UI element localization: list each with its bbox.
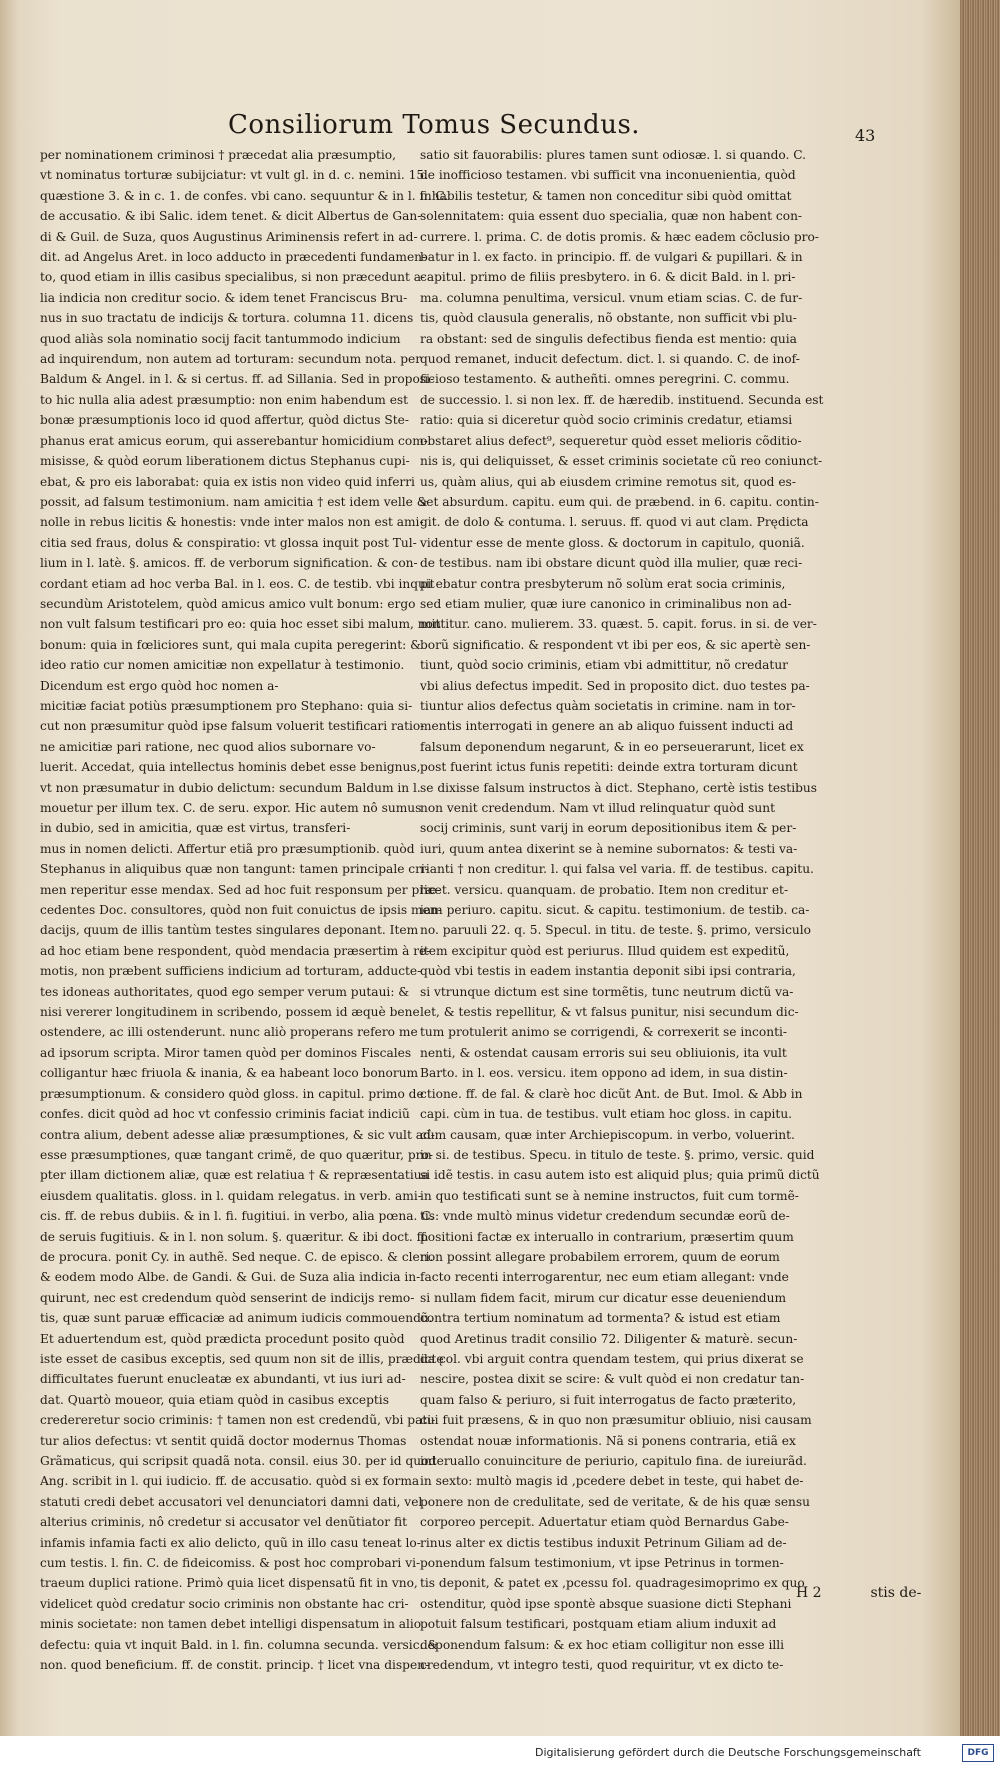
signature-line: [796, 1585, 921, 1601]
text-line: tis, quæ sunt paruæ efficaciæ ad animum iudicis commouendũ.: [40, 1311, 433, 1326]
text-column-right: [420, 145, 845, 1705]
text-line: ne amicitiæ pari ratione, nec quod alios subornare vo-: [40, 739, 376, 754]
text-line: tis: vnde multò minus videtur credendum secundæ eorũ de-: [420, 1209, 790, 1224]
text-line: phanus erat amicus eorum, qui asserebantur homicidium com-: [40, 433, 428, 448]
text-line: non. quod beneficium. ff. de constit. princip. † licet vna dispen-: [40, 1658, 430, 1673]
text-line: non vult falsum testificari pro eo: quia hoc esset sibi malum, non: [40, 617, 441, 632]
text-line: da col. vbi arguit contra quendam testem, qui prius dixerat se: [420, 1351, 804, 1366]
text-line: cedentes Doc. consultores, quòd non fuit conuictus de ipsis men-: [40, 903, 442, 918]
text-line: iam periuro. capitu. sicut. & capitu. testimonium. de testib. ca-: [420, 903, 810, 918]
text-line: ostenditur, quòd ipse spontè absque suasione dicti Stephani: [420, 1596, 792, 1611]
catchword: stis de-: [870, 1585, 922, 1601]
text-line: alterius criminis, nô credetur si accusator vel denũtiator fit: [40, 1515, 407, 1530]
text-line: possit, ad falsum testimonium. nam amicitia † est idem velle &: [40, 494, 428, 509]
text-line: ad inquirendum, non autem ad torturam: secundum nota. per: [40, 352, 422, 367]
text-line: item excipitur quòd est periurus. Illud quidem est expeditũ,: [420, 943, 790, 958]
text-line: quod aliàs sola nominatio socij facit tantummodo indicium: [40, 331, 401, 346]
text-line: cut non præsumitur quòd ipse falsum voluerit testificari ratio-: [40, 719, 425, 734]
text-line: ponendum falsum testimonium, vt ipse Petrinus in tormen-: [420, 1556, 784, 1571]
text-line: secundùm Aristotelem, quòd amicus amico vult bonum: ergo: [40, 596, 416, 611]
running-title: Consiliorum Tomus Secundus.: [228, 110, 641, 140]
text-line: nisi vererer longitudinem in scribendo, possem id æquè bene: [40, 1005, 420, 1020]
text-line: non possint allegare probabilem errorem, quum de eorum: [420, 1249, 780, 1264]
text-line: esse præsumptiones, quæ tangant crimẽ, de quo quæritur, pro-: [40, 1147, 433, 1162]
text-line: traeum duplici ratione. Primò quia licet dispensatũ fit in vno,: [40, 1576, 418, 1591]
text-line: nenti, & ostendat causam erroris sui seu obliuionis, ita vult: [420, 1045, 787, 1060]
text-line: si nullam fidem facit, mirum cur dicatur esse deueniendum: [420, 1290, 787, 1305]
text-line: se dixisse falsum instructos à dict. Stephano, certè istis testibus: [420, 780, 817, 795]
text-line: præsumptionum. & considero quòd gloss. in capitul. primo de: [40, 1086, 424, 1101]
text-line: nus in suo tractatu de indicijs & tortura. columna 11. dicens: [40, 311, 414, 326]
text-line: si vtrunque dictum est sine tormẽtis, tunc neutrum dictũ va-: [420, 984, 794, 999]
text-line: credereretur socio criminis: † tamen non est credendũ, vbi pati-: [40, 1413, 436, 1428]
text-line: satio sit fauorabilis: plures tamen sunt odiosæ. l. si quando. C.: [420, 148, 807, 162]
text-line: de testibus. nam ibi obstare dicunt quòd illa mulier, quæ reci-: [420, 556, 803, 571]
text-line: rinus alter ex dictis testibus induxit Petrinum Giliam ad de-: [420, 1535, 787, 1550]
text-line: let, & testis repellitur, & vt falsus punitur, nisi secundum dic-: [420, 1005, 799, 1020]
text-line: to hic nulla alia adest præsumptio: non enim habendum est: [40, 392, 409, 407]
text-line: mittitur. cano. mulierem. 33. quæst. 5. capit. forus. in si. de ver-: [420, 617, 817, 632]
text-line: ostendere, ac illi ostenderunt. nunc aliò properans refero me: [40, 1025, 418, 1040]
text-line: pter illam dictionem aliæ, quæ est relatiua † & repræsentatiua: [40, 1168, 429, 1183]
text-line: Dicendum est ergo quòd hoc nomen a-: [40, 678, 279, 693]
text-line: cum testis. l. fin. C. de fideicomiss. & post hoc comprobari vi-: [40, 1556, 421, 1571]
text-line: batur in l. ex facto. in principio. ff. de vulgari & pupillari. & in: [420, 250, 803, 265]
text-line: tis, quòd clausula generalis, nõ obstante, non sufficit vbi plu-: [420, 311, 797, 326]
text-line: de successio. l. si non lex. ff. de hæredib. instituend. Secunda est: [420, 392, 824, 407]
text-line: post fuerint ictus funis repetiti: deinde extra torturam dicunt: [420, 760, 798, 775]
text-line: Et aduertendum est, quòd prædicta procedunt posito quòd: [40, 1331, 405, 1346]
text-line: eiusdem qualitatis. gloss. in l. quidam relegatus. in verb. ami-: [40, 1188, 422, 1203]
text-line: ficioso testamento. & autheñti. omnes peregrini. C. commu.: [420, 372, 790, 387]
text-line: tiuntur alios defectus quàm societatis in crimine. nam in tor-: [420, 698, 796, 713]
text-line: per nominationem criminosi † præcedat alia præsumptio,: [40, 148, 396, 162]
footer-credit: Digitalisierung gefördert durch die Deutsche Forschungsgemeinschaft: [535, 1746, 921, 1759]
text-line: deponendum falsum: & ex hoc etiam colligitur non esse illi: [420, 1637, 785, 1652]
text-line: cui fuit præsens, & in quo non præsumitur obliuio, nisi causam: [420, 1413, 812, 1428]
text-line: de procura. ponit Cy. in authẽ. Sed neque. C. de episco. & cleri.: [40, 1249, 434, 1264]
text-line: mouetur per illum tex. C. de seru. expor. Hic autem nô sumus: [40, 801, 422, 815]
text-line: misisse, & quòd eorum liberationem dictus Stephanus cupi-: [40, 454, 410, 469]
text-line: quod remanet, inducit defectum. dict. l. si quando. C. de inof-: [420, 352, 800, 367]
text-line: rianti † non creditur. l. qui falsa vel varia. ff. de testibus. capitu.: [420, 862, 814, 877]
text-line: de seruis fugitiuis. & in l. non solum. §. quæritur. & ibi doct. ff.: [40, 1229, 429, 1244]
dfg-logo: DFG: [962, 1744, 994, 1762]
text-line: tur alios defectus: vt sentit quidã doctor modernus Thomas: [40, 1433, 407, 1448]
text-line: lium in l. latè. §. amicos. ff. de verborum signification. & con-: [40, 556, 418, 571]
text-line: ostendat nouæ informationis. Nã si ponens contraria, etiã ex: [420, 1433, 796, 1448]
text-line: difficultates fuerunt enucleatæ ex abundanti, vt ius iuri ad-: [40, 1372, 406, 1387]
text-line: inhabilis testetur, & tamen non conceditur sibi quòd omittat: [420, 188, 792, 203]
text-line: quirunt, nec est credendum quòd senserint de indicijs remo-: [40, 1290, 415, 1305]
text-line: vt nominatus torturæ subijciatur: vt vult gl. in d. c. nemini. 15.: [40, 168, 429, 183]
text-line: iuri, quum antea dixerint se à nemine subornatos: & testi va-: [420, 841, 798, 856]
text-line: infamis infamia facti ex alio delicto, quũ in illo casu teneat lo-: [40, 1535, 421, 1550]
text-line: si idẽ testis. in casu autem isto est aliquid plus; quia primũ dictũ: [420, 1168, 820, 1183]
text-line: Baldum & Angel. in l. & si certus. ff. ad Sillania. Sed in proposi-: [40, 372, 435, 387]
text-line: capitul. primo de filiis presbytero. in 6. & dicit Bald. in l. pri-: [420, 270, 796, 285]
text-line: credendum, vt integro testi, quod requiritur, vt ex dicto te-: [420, 1658, 784, 1673]
text-line: men reperitur esse mendax. Sed ad hoc fuit responsum per præ-: [40, 882, 441, 897]
text-line: nis is, qui deliquisset, & esset criminis societate cũ reo coniunct-: [420, 454, 823, 469]
text-line: vbi alius defectus impedit. Sed in proposito dict. duo testes pa-: [420, 678, 810, 693]
text-line: defectu: quia vt inquit Bald. in l. fin. columna secunda. versic. &: [40, 1637, 439, 1652]
text-line: luerit. Accedat, quia intellectus hominis debet esse benignus,: [40, 760, 421, 775]
text-line: videntur esse de mente gloss. & doctorum in capitulo, quoniã.: [420, 535, 805, 550]
text-line: ctione. ff. de fal. & clarè hoc dicũt Ant. de But. Imol. & Abb in: [420, 1086, 803, 1101]
text-line: in quo testificati sunt se à nemine instructos, fuit cum tormẽ-: [420, 1188, 799, 1203]
text-line: quòd vbi testis in eadem instantia deponit sibi ipsi contraria,: [420, 964, 796, 979]
text-line: capi. cùm in tua. de testibus. vult etiam hoc gloss. in capitu.: [420, 1107, 793, 1122]
text-line: interuallo conuinciture de periurio, capitulo fina. de iureiurãd.: [420, 1454, 807, 1468]
text-line: tes idoneas authoritates, quod ego semper verum putaui: &: [40, 984, 410, 999]
text-line: ad ipsorum scripta. Miror tamen quòd per dominos Fiscales: [40, 1045, 412, 1060]
text-line: us, quàm alius, qui ab eiusdem crimine remotus sit, quod es-: [420, 474, 796, 489]
text-line: tum protulerit animo se corrigendi, & correxerit se inconti-: [420, 1025, 787, 1040]
text-line: videlicet quòd credatur socio criminis non obstante hac cri-: [40, 1596, 409, 1611]
text-line: in sexto: multò magis id ,pcedere debet in teste, qui habet de-: [420, 1474, 804, 1489]
text-line: bonæ præsumptionis loco id quod affertur, quòd dictus Ste-: [40, 413, 409, 428]
text-line: bonum: quia in fœliciores sunt, qui mala cupita peregerint: &: [40, 637, 421, 652]
text-line: iste esset de casibus exceptis, sed quum non sit de illis, prædictę: [40, 1351, 444, 1366]
text-line: ra obstant: sed de singulis defectibus fienda est mentio: quia: [420, 331, 797, 346]
text-line: nescire, postea dixit se scire: & vult quòd ei non credatur tan-: [420, 1372, 805, 1387]
text-line: vt non præsumatur in dubio delictum: secundum Baldum in l.: [40, 780, 421, 795]
text-line: tiunt, quòd socio criminis, etiam vbi admittitur, nõ credatur: [420, 658, 789, 673]
text-line: corporeo percepit. Aduertatur etiam quòd Bernardus Gabe-: [420, 1515, 789, 1530]
text-line: contra alium, debent adesse aliæ præsumptiones, & sic vult ad-: [40, 1127, 435, 1142]
text-line: ma. columna penultima, versicul. vnum etiam scias. C. de fur-: [420, 290, 803, 305]
text-line: colligantur hæc friuola & inania, & ea habeant loco bonorum: [40, 1066, 419, 1081]
text-line: minis societate: non tamen debet intelligi dispensatum in alio: [40, 1617, 422, 1632]
text-line: dat. Quartò moueor, quia etiam quòd in casibus exceptis: [40, 1392, 389, 1407]
text-line: Stephanus in aliquibus quæ non tangunt: tamen principale cri-: [40, 862, 429, 877]
text-line: socij criminis, sunt varij in eorum depositionibus item & per-: [420, 821, 797, 836]
text-column-left: [40, 145, 449, 1673]
text-line: ebat, & pro eis laborabat: quia ex istis non video quid inferri: [40, 474, 415, 489]
text-line: currere. l. prima. C. de dotis promis. & hæc eadem cõclusio pro-: [420, 229, 819, 244]
text-line: motis, non præbent sufficiens indicium ad torturam, adducte-: [40, 964, 422, 979]
text-line: to, quod etiam in illis casibus specialibus, si non præcedunt a-: [40, 270, 426, 285]
text-line: potuit falsum testificari, postquam etiam alium induxit ad: [420, 1617, 777, 1632]
text-line: ratio: quia si diceretur quòd socio criminis credatur, etiamsi: [420, 413, 793, 428]
text-line: di & Guil. de Suza, quos Augustinus Ariminensis refert in ad-: [40, 229, 418, 244]
text-line: tis deponit, & patet ex ,pcessu fol. quadragesimoprimo ex quo: [420, 1576, 805, 1591]
text-line: quod Aretinus tradit consilio 72. Diligenter & maturè. secun-: [420, 1331, 798, 1346]
text-line: falsum deponendum negarunt, & in eo perseuerarunt, licet ex: [420, 739, 804, 754]
signature-mark: H 2: [796, 1585, 822, 1601]
text-line: ad hoc etiam bene respondent, quòd mendacia præsertim à re-: [40, 943, 431, 958]
text-line: & eodem modo Albe. de Gandi. & Gui. de Suza alia indicia in-: [40, 1270, 421, 1285]
text-line: confes. dicit quòd ad hoc vt confessio criminis faciat indiciũ: [40, 1107, 410, 1122]
text-line: facto recenti interrogarentur, nec eum etiam allegant: vnde: [420, 1270, 789, 1285]
text-line: pi ebatur contra presbyterum nõ solùm erat socia criminis,: [420, 576, 786, 591]
text-line: in si. de testibus. Specu. in titulo de teste. §. primo, versic. quid: [420, 1147, 815, 1162]
text-line: lia indicia non creditur socio. & idem tenet Franciscus Bru-: [40, 290, 408, 305]
text-line: non venit credendum. Nam vt illud relinquatur quòd sunt: [420, 801, 776, 815]
text-line: in dubio, sed in amicitia, quæ est virtus, transferi-: [40, 821, 351, 836]
text-line: Barto. in l. eos. versicu. item oppono ad idem, in sua distin-: [420, 1066, 788, 1081]
text-line: micitiæ faciat potiùs præsumptionem pro Stephano: quia si-: [40, 698, 413, 713]
text-line: obstaret alius defect⁹, sequeretur quòd esset melioris cõditio-: [420, 433, 802, 448]
text-line: cordant etiam ad hoc verba Bal. in l. eos. C. de testib. vbi inquit: [40, 576, 435, 591]
text-line: Ang. scribit in l. qui iudicio. ff. de accusatio. quòd si ex forma: [40, 1474, 420, 1489]
text-line: contra tertium nominatum ad tormenta? & istud est etiam: [420, 1311, 781, 1326]
text-line: quam falso & periuro, si fuit interrogatus de facto præterito,: [420, 1392, 797, 1407]
text-line: mentis interrogati in genere an ab aliquo fuissent inducti ad: [420, 719, 794, 734]
text-line: quæstione 3. & in c. 1. de confes. vbi cano. sequuntur & in l. fi. C.: [40, 188, 449, 203]
text-line: mus in nomen delicti. Affertur etiã pro præsumptionib. quòd: [40, 841, 415, 856]
text-line: git. de dolo & contuma. l. seruus. ff. quod vi aut clam. Prędicta: [420, 515, 809, 530]
text-line: ideo ratio cur nomen amicitiæ non expellatur à testimonio.: [40, 658, 405, 673]
text-line: positioni factæ ex interuallo in contrarium, præsertim quum: [420, 1229, 794, 1244]
text-line: sed etiam mulier, quæ iure canonico in criminalibus non ad-: [420, 596, 792, 611]
text-line: borũ significatio. & respondent vt ibi per eos, & sic apertè sen-: [420, 637, 811, 652]
text-line: set absurdum. capitu. eum qui. de præbend. in 6. capitu. contin-: [420, 494, 819, 509]
text-line: statuti credi debet accusatori vel denunciatori damni dati, vel: [40, 1494, 423, 1509]
text-line: dacijs, quum de illis tantùm testes singulares deponant. Item: [40, 923, 419, 938]
text-line: solennitatem: quia essent duo specialia, quæ non habent con-: [420, 209, 803, 224]
digitization-footer: [0, 1736, 1000, 1770]
text-line: dit. ad Angelus Aret. in loco adducto in præcedenti fundamen-: [40, 250, 427, 265]
book-fore-edge: [960, 0, 1000, 1736]
page-number: 43: [855, 126, 876, 145]
text-line: de accusatio. & ibi Salic. idem tenet. & dicit Albertus de Gan-: [40, 209, 422, 224]
text-line: de inofficioso testamen. vbi sufficit vna inconuenientia, quòd: [420, 168, 796, 183]
text-line: ponere non de credulitate, sed de veritate, & de his quæ sensu: [420, 1494, 811, 1509]
text-line: licet. versicu. quanquam. de probatio. Item non creditur et-: [420, 882, 789, 897]
text-line: citia sed fraus, dolus & conspiratio: vt glossa inquit post Tul-: [40, 535, 417, 550]
text-line: cùm causam, quæ inter Archiepiscopum. in verbo, voluerint.: [420, 1127, 795, 1142]
text-line: nolle in rebus licitis & honestis: vnde inter malos non est ami-: [40, 515, 424, 530]
text-line: cis. ff. de rebus dubiis. & in l. fi. fugitiui. in verbo, alia pœna. C.: [40, 1209, 434, 1224]
text-line: no. paruuli 22. q. 5. Specul. in titu. de teste. §. primo, versiculo: [420, 923, 811, 938]
text-line: Grãmaticus, qui scripsit quadã nota. consil. eius 30. per id quod: [40, 1454, 437, 1468]
